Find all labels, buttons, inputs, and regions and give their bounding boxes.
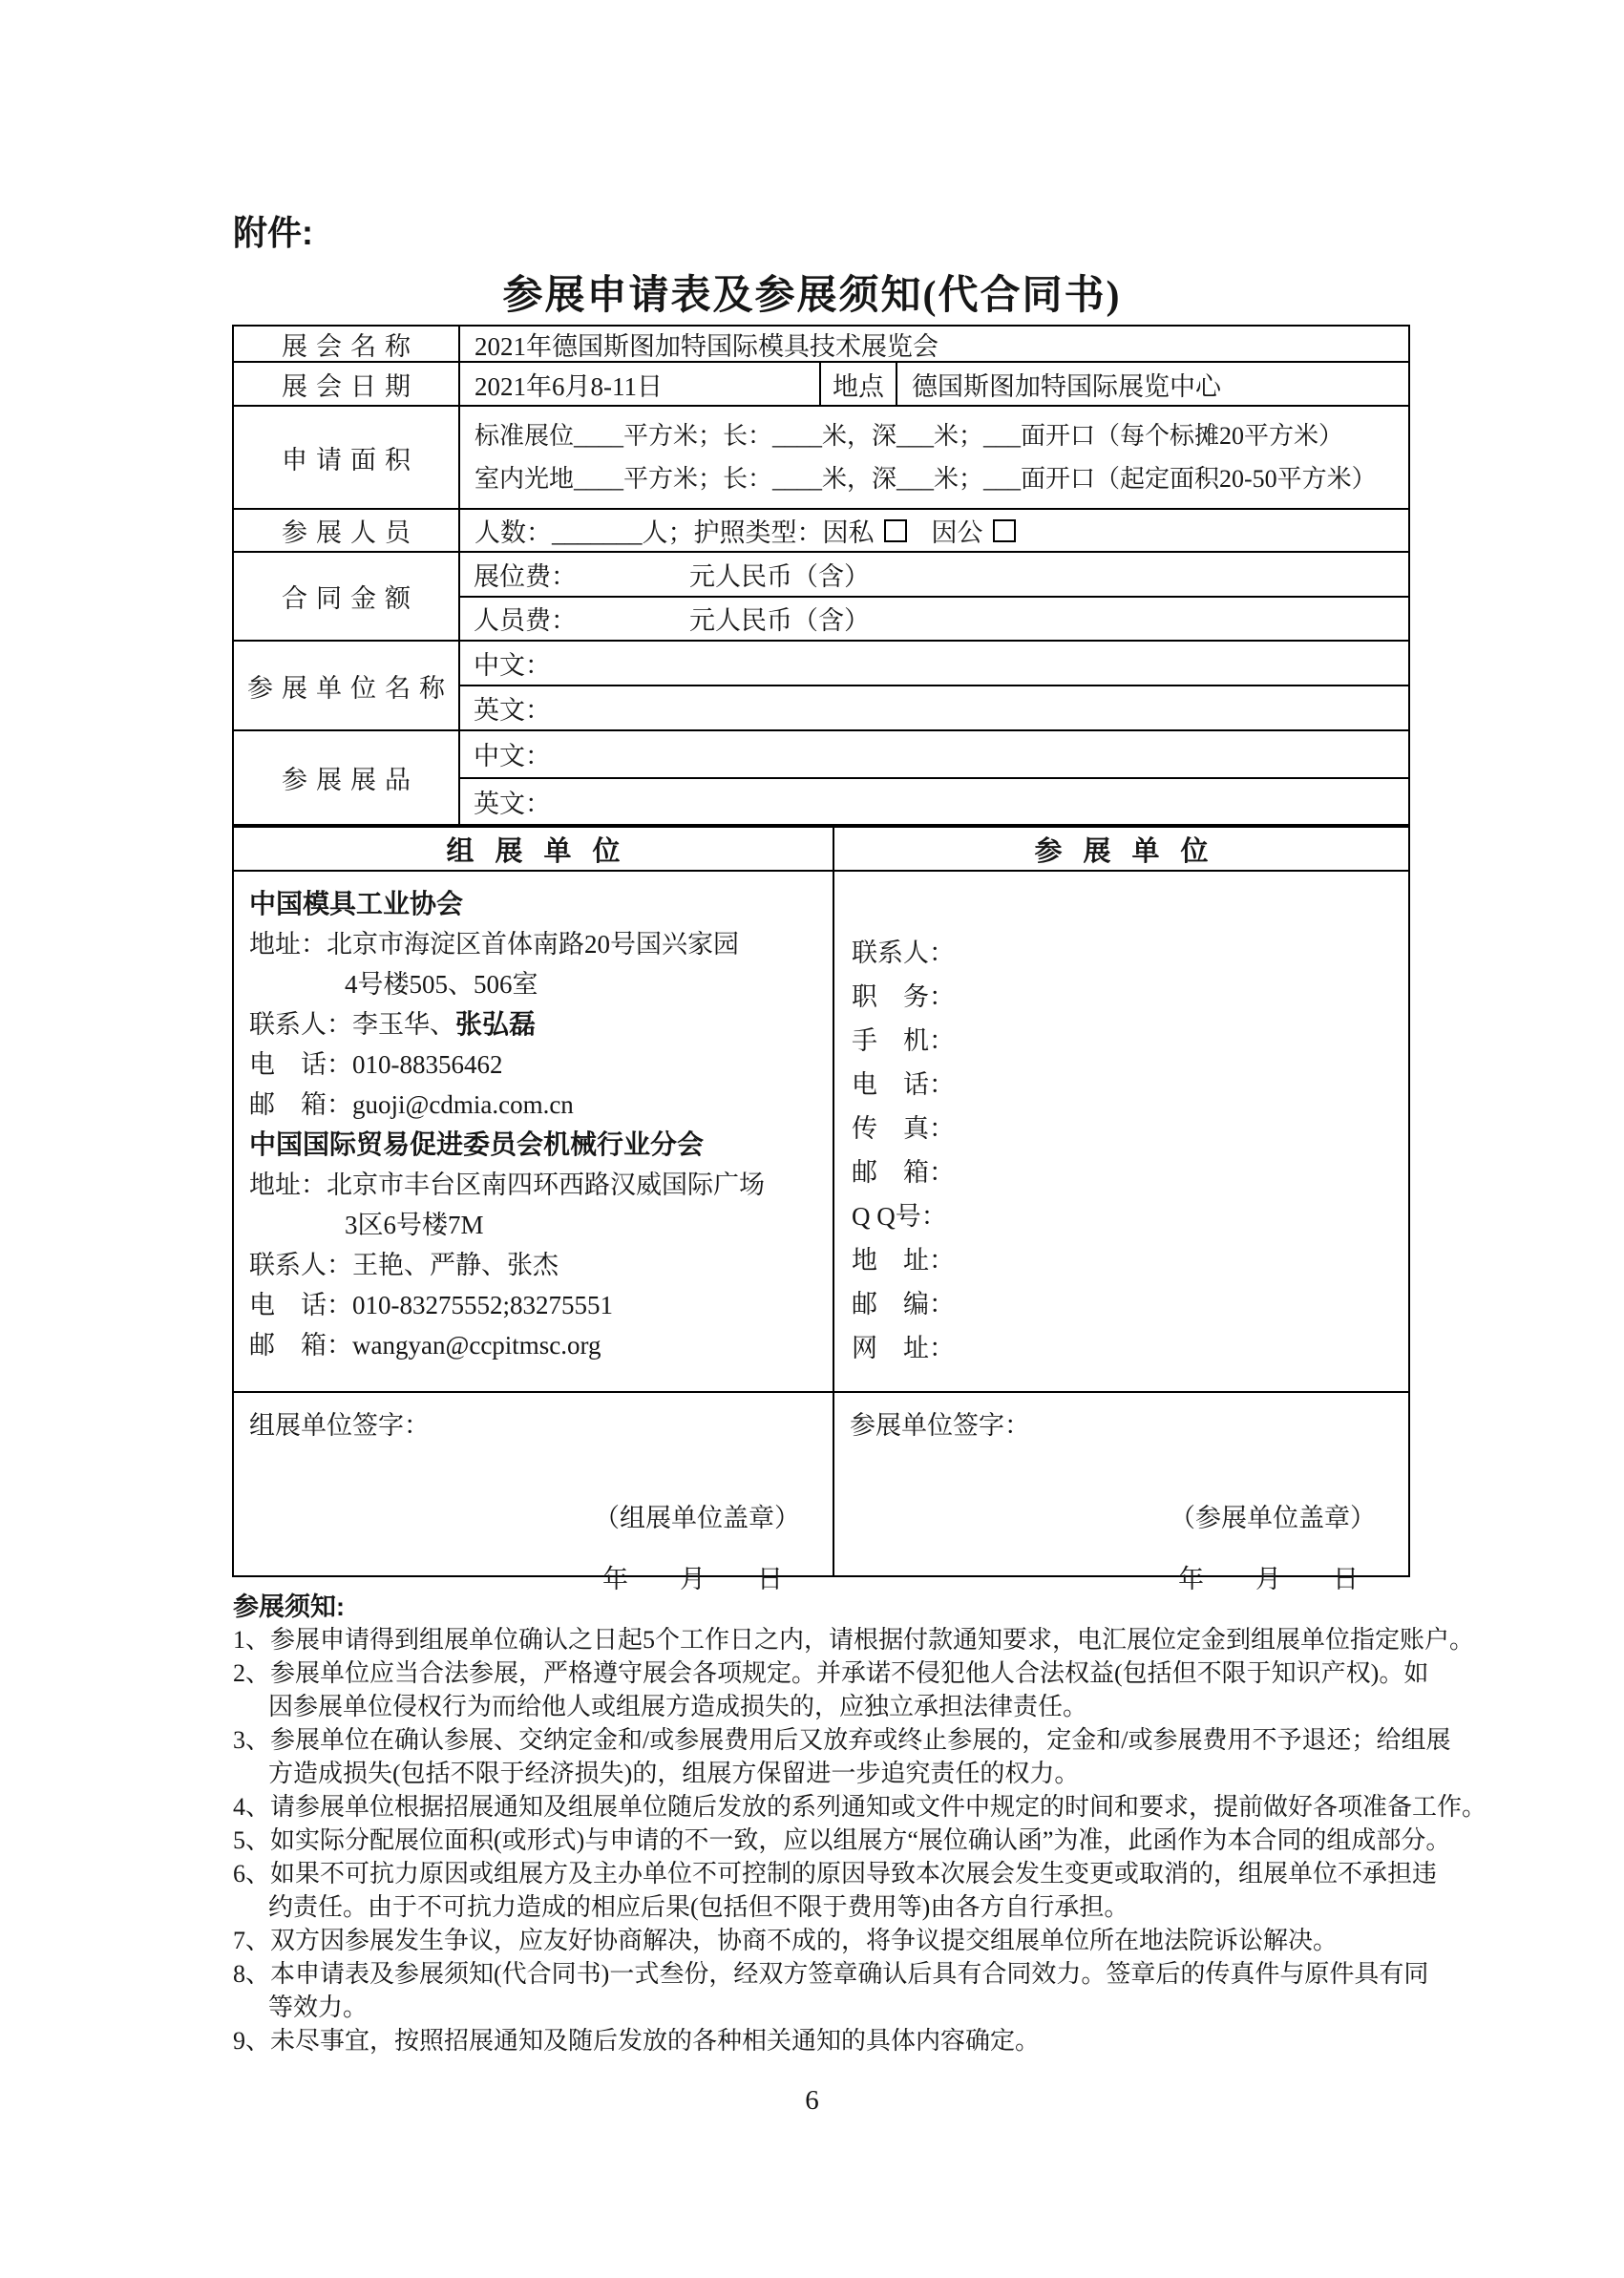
applied-area-value (458, 407, 1408, 508)
applied-area-label: 申请面积 (282, 445, 419, 475)
document-title: 参展申请表及参展须知(代合同书) (502, 274, 1122, 318)
private-passport-checkbox (884, 519, 907, 542)
row-personnel (234, 508, 1408, 551)
exhibits-en: 英文： (460, 777, 1408, 825)
exhibitor-name-cn: 中文： (474, 651, 551, 680)
note-item-8-line2: 等效力。 (268, 1993, 369, 2021)
exhibitor-field-fax: 传 真： (852, 1114, 955, 1143)
organizer1-contact-prefix: 联系人：李玉华、 (249, 1010, 455, 1039)
personnel-value (458, 510, 1408, 551)
row-exhibition-date (234, 361, 1408, 405)
organizer1-address-line1: 地址：北京市海淀区首体南路20号国兴家园 (249, 930, 739, 959)
exhibitor-info-cell (833, 872, 1408, 1391)
exhibitor-field-email: 邮 箱： (852, 1158, 955, 1187)
exhibition-date-value: 2021年6月8-11日 (458, 363, 819, 405)
row-signatures (234, 1391, 1408, 1593)
exhibits-label: 参展展品 (282, 766, 419, 794)
contract-amount-values (458, 553, 1408, 640)
note-item-2-line2: 因参展单位侵权行为而给他人或组展方造成损失的，应独立承担法律责任。 (268, 1693, 1088, 1720)
attachment-label: 附件: (233, 213, 313, 252)
organizer2-email: 邮 箱：wangyan@ccpitmsc.org (249, 1331, 601, 1360)
organizer1-contact-bold: 张弘磊 (455, 1009, 537, 1039)
note-item-6-line1: 6、如果不可抗力原因或组展方及主办单位不可控制的原因导致本次展会发生变更或取消的，组展单位不承担违 (233, 1860, 1438, 1888)
note-item-2-line1: 2、参展单位应当合法参展，严格遵守展会各项规定。并承诺不侵犯他人合法权益(包括但不限于知识产权)。如 (233, 1659, 1429, 1687)
organizer2-phone: 电 话：010-83275552;83275551 (249, 1291, 613, 1319)
organizer1-address-line2: 4号楼505、506室 (345, 970, 538, 999)
row-exhibits (234, 729, 1408, 824)
personnel-label: 参展人员 (282, 518, 419, 547)
booth-fee-line (460, 553, 1408, 596)
exhibitor-field-contact: 联系人： (852, 939, 955, 967)
organizer-section-header: 组展单位 (446, 835, 642, 867)
note-item-1: 1、参展申请得到组展单位确认之日起5个工作日之内，请根据付款通知要求，电汇展位定金到组展单位指定账户。 (233, 1626, 1475, 1654)
note-item-8-line1: 8、本申请表及参展须知(代合同书)一式叁份，经双方签章确认后具有合同效力。签章后的传真件与原件具有同 (233, 1960, 1429, 1988)
exhibition-date-label: 展会日期 (282, 371, 419, 401)
exhibitor-field-phone: 电 话： (852, 1070, 955, 1099)
row-contract-amount (234, 551, 1408, 640)
organizer-info-cell (234, 872, 833, 1391)
exhibitor-field-address: 地 址： (852, 1246, 955, 1275)
organizer1-phone: 电 话：010-88356462 (249, 1050, 503, 1079)
location-value: 德国斯图加特国际展览中心 (896, 363, 1408, 405)
row-exhibition-name (234, 327, 1408, 361)
note-item-3-line1: 3、参展单位在确认参展、交纳定金和/或参展费用后又放弃或终止参展的，定金和/或参展费用不予退还；给组展 (233, 1726, 1451, 1754)
organizer1-email: 邮 箱：guoji@cdmia.com.cn (249, 1090, 574, 1119)
exhibitor-signature-cell (833, 1393, 1408, 1593)
exhibitor-name-label: 参展单位名称 (247, 673, 453, 703)
personnel-fee-line (460, 596, 1408, 641)
note-item-6-line2: 约责任。由于不可抗力造成的相应后果(包括但不限于费用等)由各方自行承担。 (268, 1893, 1129, 1921)
exhibitor-field-qq: Q Q号： (852, 1202, 947, 1231)
row-exhibitor-name (234, 640, 1408, 729)
exhibitor-section-header: 参展单位 (833, 828, 1408, 870)
exhibitor-date-line: 年 月 日 (1178, 1565, 1359, 1593)
note-item-9: 9、未尽事宜，按照招展通知及随后发放的各种相关通知的具体内容确定。 (233, 2027, 1041, 2055)
row-section-headers (234, 824, 1408, 870)
area-raw-space-line: 室内光地____平方米；长：____米，深___米；___面开口（起定面积20-50平方米） (475, 465, 1377, 493)
organizer-signature-cell (234, 1393, 833, 1593)
exhibits-values (458, 731, 1408, 824)
organizer1-name: 中国模具工业协会 (249, 889, 464, 918)
note-item-7: 7、双方因参展发生争议，应友好协商解决，协商不成的，将争议提交组展单位所在地法院诉讼解决。 (233, 1927, 1339, 1954)
exhibition-notes-section (233, 1591, 1487, 2057)
booth-fee-currency: 元人民币（含） (689, 561, 870, 591)
organizer2-name: 中国国际贸易促进委员会机械行业分会 (249, 1129, 705, 1159)
application-form-table (232, 325, 1410, 1593)
public-passport-checkbox (993, 519, 1016, 542)
exhibition-name-label: 展会名称 (282, 331, 419, 361)
contract-amount-label: 合同金额 (282, 584, 419, 613)
row-contact-info (234, 870, 1408, 1391)
note-item-4: 4、请参展单位根据招展通知及组展单位随后发放的系列通知或文件中规定的时间和要求，提前做好各项准备工作。 (233, 1793, 1487, 1821)
organizer-date-line: 年 月 日 (602, 1565, 783, 1593)
exhibitor-sign-label: 参展单位签字： (850, 1411, 1030, 1440)
exhibitor-name-en: 英文： (460, 685, 1408, 729)
organizer1-contacts (249, 1004, 833, 1044)
note-item-5: 5、如实际分配展位面积(或形式)与申请的不一致，应以组展方“展位确认函”为准，此函作为本合同的组成部分。 (233, 1826, 1451, 1854)
row-applied-area (234, 405, 1408, 508)
personnel-text: 人数：_______人；护照类型：因私 (475, 518, 875, 547)
organizer-sign-label: 组展单位签字： (249, 1411, 430, 1440)
note-item-3-line2: 方造成损失(包括不限于经济损失)的，组展方保留进一步追究责任的权力。 (268, 1760, 1080, 1787)
exhibitor-name-values (458, 642, 1408, 729)
organizer-seal-note: （组展单位盖章） (594, 1504, 800, 1532)
exhibitor-field-mobile: 手 机： (852, 1026, 955, 1055)
organizer2-contacts: 联系人：王艳、严静、张杰 (249, 1251, 559, 1279)
organizer2-address-line1: 地址：北京市丰台区南四环西路汉威国际广场 (249, 1171, 765, 1199)
public-passport-text: 因公 (931, 518, 983, 547)
notes-heading: 参展须知: (233, 1592, 345, 1621)
exhibitor-seal-note: （参展单位盖章） (1170, 1504, 1376, 1532)
area-standard-booth-line: 标准展位____平方米；长：____米，深___米；___面开口（每个标摊20平方米） (475, 422, 1344, 450)
personnel-fee-label: 人员费： (474, 606, 577, 636)
personnel-fee-currency: 元人民币（含） (689, 606, 870, 636)
exhibitor-field-website: 网 址： (852, 1334, 955, 1362)
organizer2-address-line2: 3区6号楼7M (345, 1211, 484, 1239)
page-number: 6 (805, 2085, 819, 2116)
booth-fee-label: 展位费： (474, 561, 577, 591)
exhibitor-field-zipcode: 邮 编： (852, 1290, 955, 1318)
exhibitor-field-position: 职 务： (852, 982, 955, 1011)
exhibits-cn: 中文： (474, 742, 551, 771)
location-label: 地点 (819, 363, 896, 405)
exhibition-name-value: 2021年德国斯图加特国际模具技术展览会 (458, 327, 1408, 361)
